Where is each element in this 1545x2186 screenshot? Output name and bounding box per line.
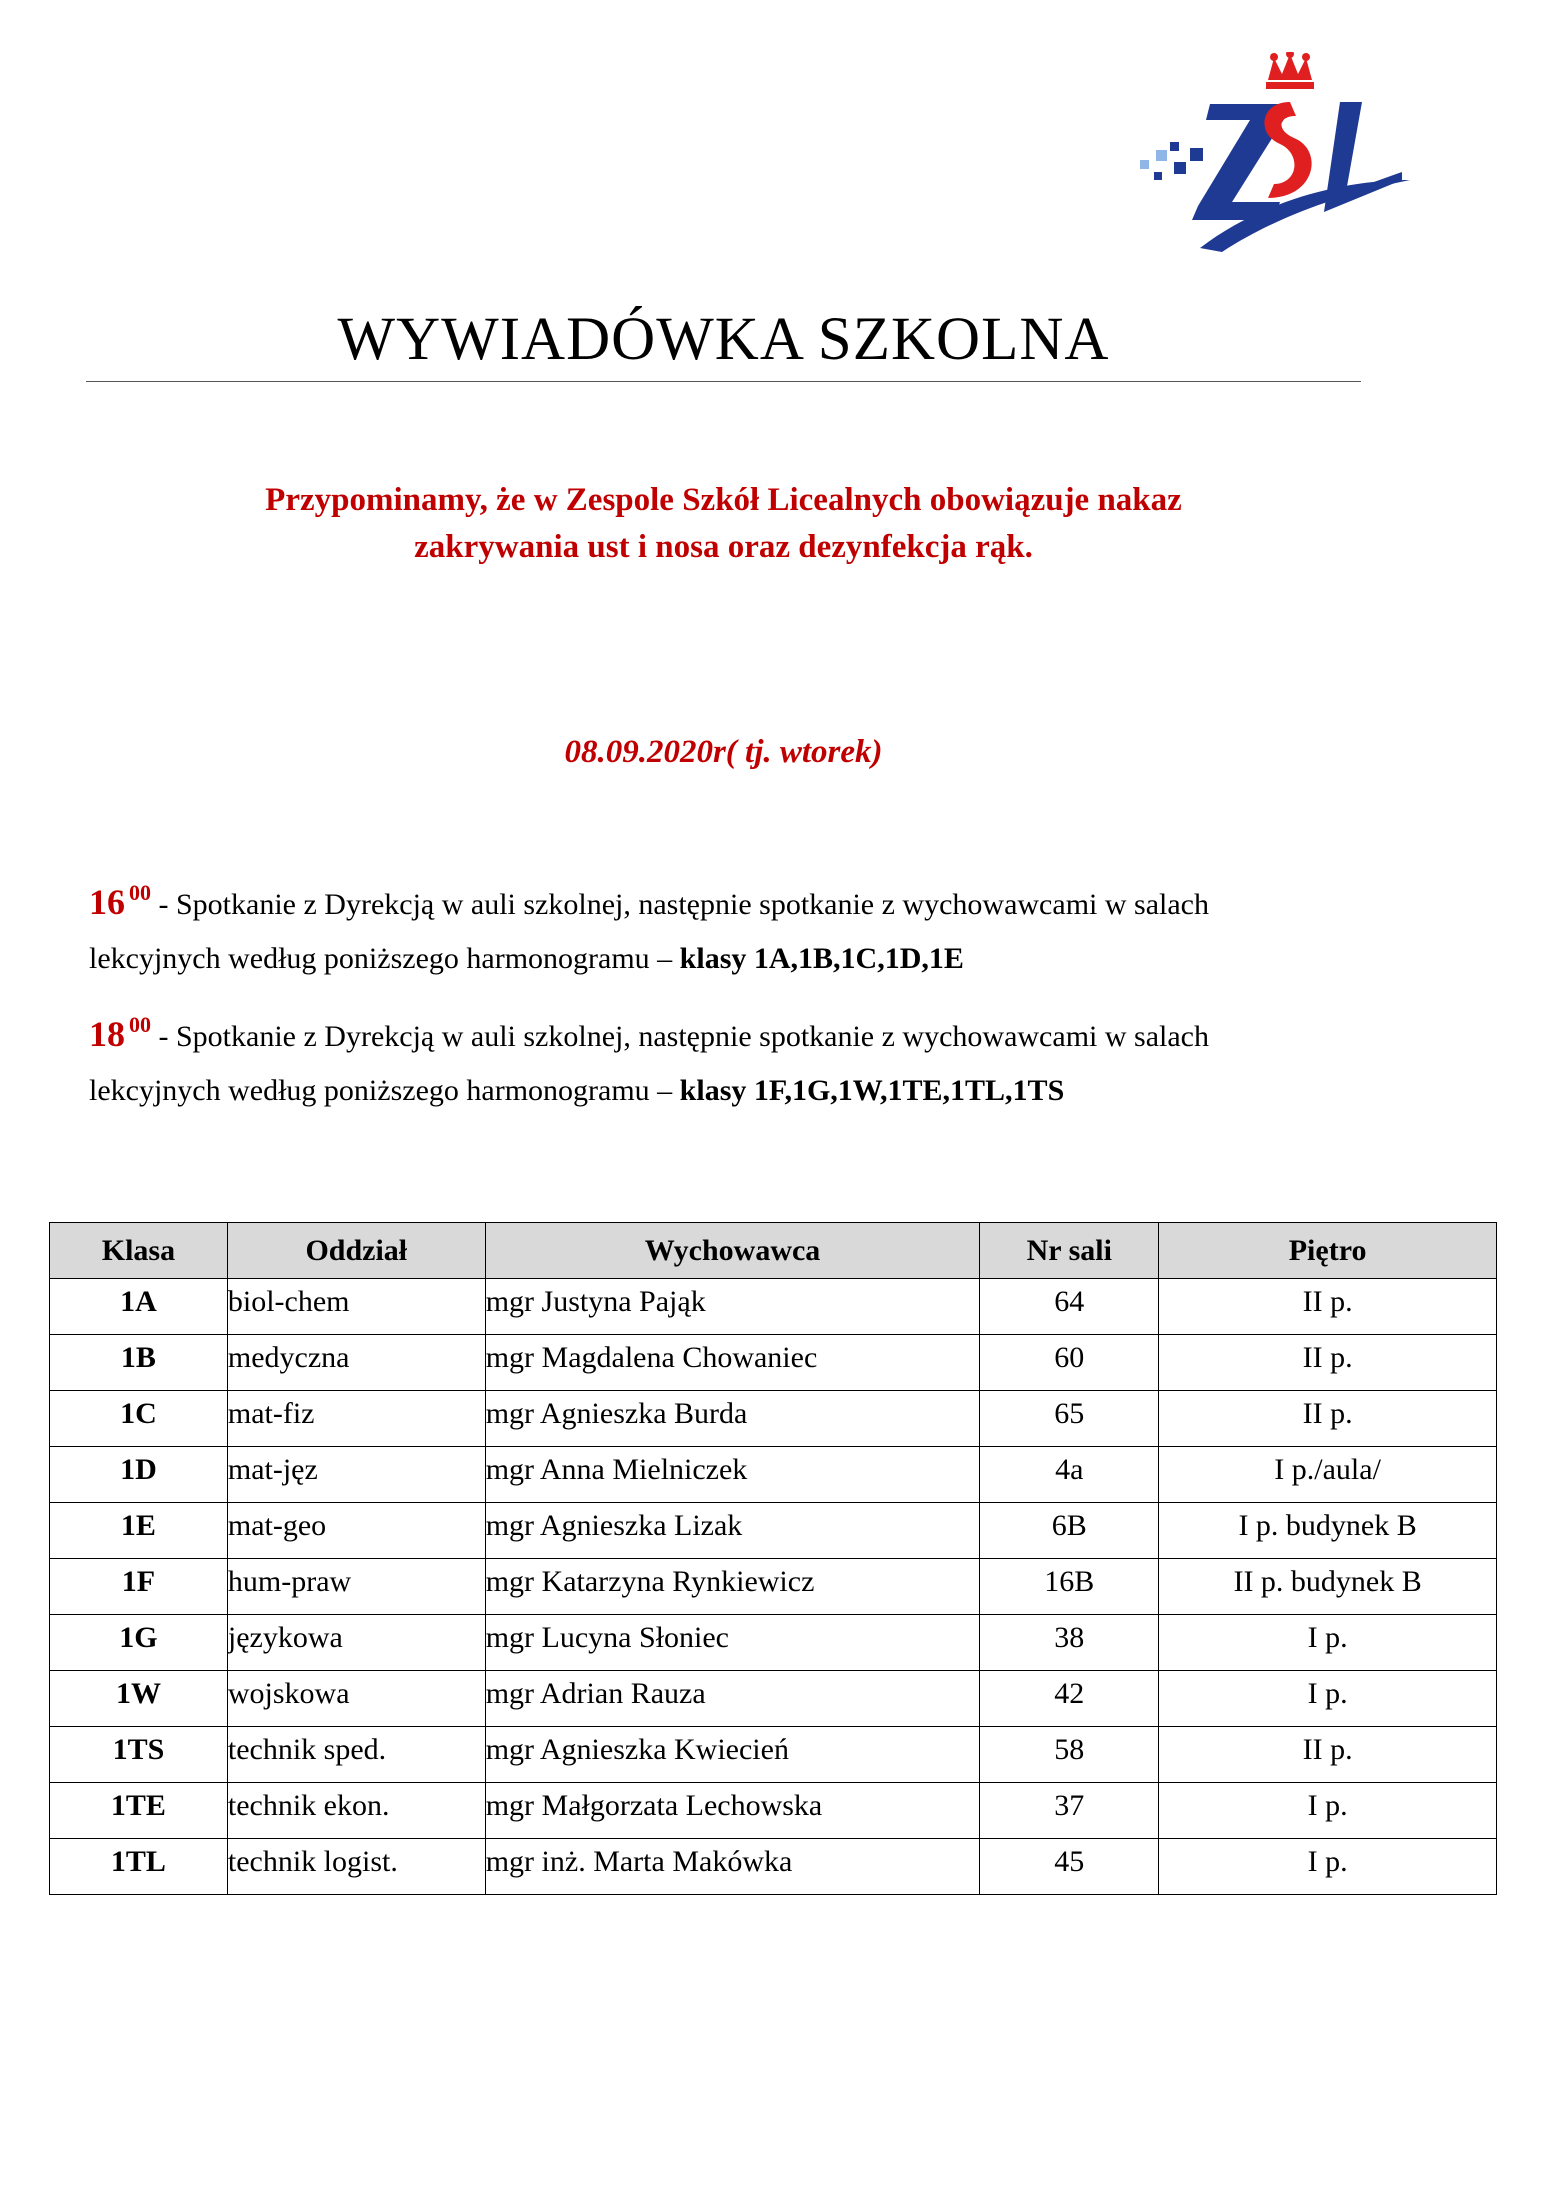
schedule-classes: klasy 1A,1B,1C,1D,1E: [679, 942, 964, 975]
cell-class: 1C: [50, 1391, 228, 1447]
schedule-text: - Spotkanie z Dyrekcją w auli szkolnej, następnie spotkanie z wychowawcami w salach: [151, 888, 1209, 921]
cell-profile: biol-chem: [227, 1279, 485, 1335]
cell-class: 1W: [50, 1671, 228, 1727]
cell-floor: II p.: [1159, 1391, 1497, 1447]
schedule-entry-2-line-1: [89, 1000, 1389, 1066]
notice-line-1: Przypominamy, że w Zespole Szkół Licealnych obowiązuje nakaz: [265, 482, 1182, 518]
cell-teacher: mgr Lucyna Słoniec: [485, 1615, 980, 1671]
schedule-entry-1-line-1: [89, 868, 1389, 934]
column-header: Nr sali: [980, 1223, 1159, 1279]
cell-teacher: mgr Katarzyna Rynkiewicz: [485, 1559, 980, 1615]
cell-room: 45: [980, 1839, 1159, 1895]
cell-class: 1E: [50, 1503, 228, 1559]
table-header-row: [50, 1223, 1497, 1279]
title-underline: [86, 381, 1361, 382]
cell-room: 64: [980, 1279, 1159, 1335]
cell-floor: II p.: [1159, 1727, 1497, 1783]
cell-teacher: mgr Agnieszka Kwiecień: [485, 1727, 980, 1783]
cell-floor: I p.: [1159, 1783, 1497, 1839]
cell-floor: II p.: [1159, 1335, 1497, 1391]
schedule-entry-1-line-2: [89, 934, 1389, 1000]
cell-profile: wojskowa: [227, 1671, 485, 1727]
cell-profile: mat-jęz: [227, 1447, 485, 1503]
cell-profile: medyczna: [227, 1335, 485, 1391]
table-row: [50, 1279, 1497, 1335]
cell-class: 1B: [50, 1335, 228, 1391]
cell-profile: technik logist.: [227, 1839, 485, 1895]
cell-room: 58: [980, 1727, 1159, 1783]
cell-class: 1D: [50, 1447, 228, 1503]
cell-teacher: mgr Adrian Rauza: [485, 1671, 980, 1727]
cell-floor: I p./aula/: [1159, 1447, 1497, 1503]
table-row: [50, 1391, 1497, 1447]
schedule-time-2: 18 $^{00}$: [89, 1012, 151, 1054]
schedule-text: lekcyjnych według poniższego harmonogramu –: [89, 1074, 680, 1107]
cell-class: 1G: [50, 1615, 228, 1671]
column-header: Wychowawca: [485, 1223, 980, 1279]
page-title: WYWIADÓWKA SZKOLNA: [337, 306, 1110, 373]
schedule-text: lekcyjnych według poniższego harmonogramu –: [89, 942, 680, 975]
cell-class: 1F: [50, 1559, 228, 1615]
cell-floor: I p.: [1159, 1615, 1497, 1671]
cell-room: 4a: [980, 1447, 1159, 1503]
meeting-date: 08.09.2020r( tj. wtorek): [564, 734, 883, 770]
school-logo: [1140, 52, 1440, 262]
cell-teacher: mgr Justyna Pająk: [485, 1279, 980, 1335]
class-teacher-table: [49, 1222, 1497, 1895]
schedule: [89, 868, 1389, 1132]
cell-class: 1A: [50, 1279, 228, 1335]
cell-profile: hum-praw: [227, 1559, 485, 1615]
schedule-classes: klasy 1F,1G,1W,1TE,1TL,1TS: [679, 1074, 1065, 1107]
cell-teacher: mgr Małgorzata Lechowska: [485, 1783, 980, 1839]
cell-room: 16B: [980, 1559, 1159, 1615]
cell-room: 6B: [980, 1503, 1159, 1559]
cell-profile: mat-geo: [227, 1503, 485, 1559]
cell-profile: mat-fiz: [227, 1391, 485, 1447]
cell-floor: I p.: [1159, 1671, 1497, 1727]
schedule-entry-2-line-2: [89, 1066, 1389, 1132]
s-letter: [1264, 102, 1311, 198]
cell-profile: technik ekon.: [227, 1783, 485, 1839]
cell-class: 1TS: [50, 1727, 228, 1783]
column-header: Oddział: [227, 1223, 485, 1279]
cell-room: 38: [980, 1615, 1159, 1671]
cell-floor: II p.: [1159, 1279, 1497, 1335]
schedule-time-1: 16 $^{00}$: [89, 880, 151, 922]
cell-floor: I p. budynek B: [1159, 1503, 1497, 1559]
cell-profile: językowa: [227, 1615, 485, 1671]
mask-notice: [86, 477, 1361, 571]
table-row: [50, 1671, 1497, 1727]
table-row: [50, 1727, 1497, 1783]
cell-teacher: mgr inż. Marta Makówka: [485, 1839, 980, 1895]
table-row: [50, 1783, 1497, 1839]
cell-floor: II p. budynek B: [1159, 1559, 1497, 1615]
cell-room: 42: [980, 1671, 1159, 1727]
cell-teacher: mgr Agnieszka Burda: [485, 1391, 980, 1447]
cell-teacher: mgr Anna Mielniczek: [485, 1447, 980, 1503]
column-header: Klasa: [50, 1223, 228, 1279]
crown-icon: [1266, 52, 1314, 89]
cell-room: 37: [980, 1783, 1159, 1839]
cell-teacher: mgr Magdalena Chowaniec: [485, 1335, 980, 1391]
table-row: [50, 1559, 1497, 1615]
column-header: Piętro: [1159, 1223, 1497, 1279]
table-row: [50, 1335, 1497, 1391]
table-row: [50, 1447, 1497, 1503]
table-row: [50, 1615, 1497, 1671]
cell-room: 65: [980, 1391, 1159, 1447]
cell-class: 1TE: [50, 1783, 228, 1839]
cell-teacher: mgr Agnieszka Lizak: [485, 1503, 980, 1559]
schedule-text: - Spotkanie z Dyrekcją w auli szkolnej, następnie spotkanie z wychowawcami w salach: [151, 1020, 1209, 1053]
cell-floor: I p.: [1159, 1839, 1497, 1895]
cell-room: 60: [980, 1335, 1159, 1391]
cell-profile: technik sped.: [227, 1727, 485, 1783]
table-row: [50, 1839, 1497, 1895]
pixel-squares-icon: [1140, 142, 1203, 180]
cell-class: 1TL: [50, 1839, 228, 1895]
notice-line-2: zakrywania ust i nosa oraz dezynfekcja rąk.: [414, 529, 1033, 565]
table-row: [50, 1503, 1497, 1559]
